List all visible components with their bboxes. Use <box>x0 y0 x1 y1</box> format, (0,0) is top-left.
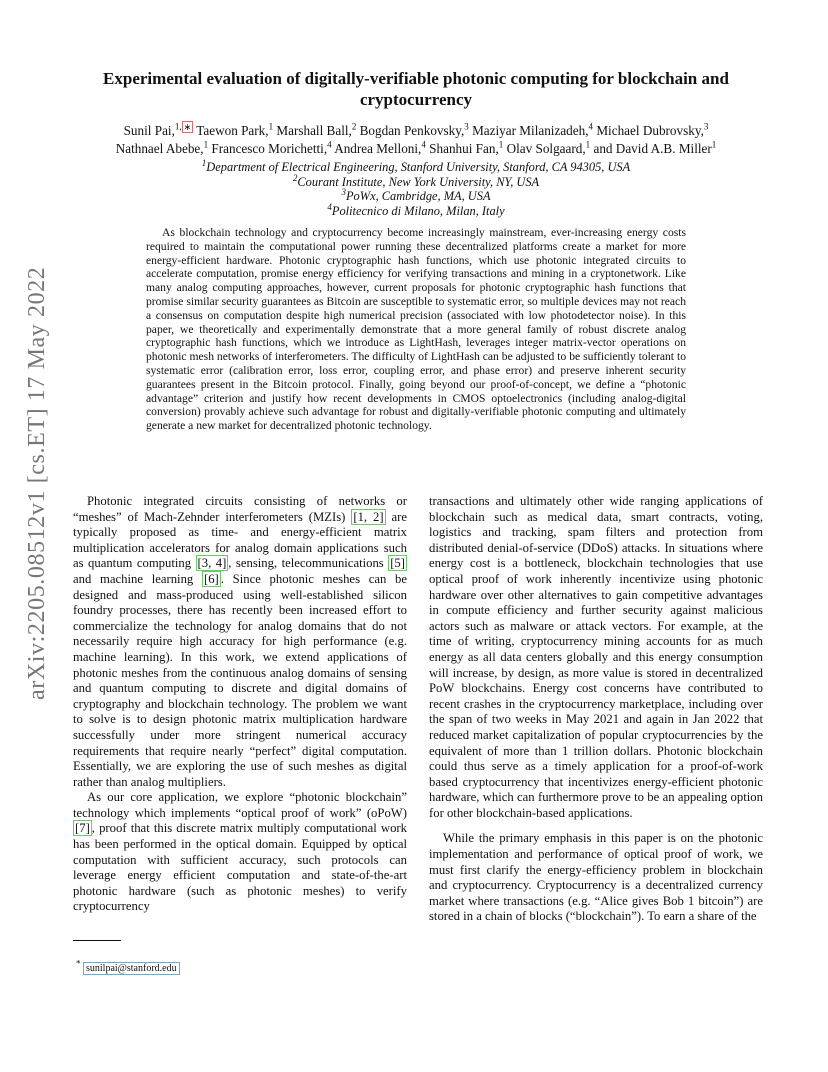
left-column <box>73 494 407 915</box>
author-list <box>60 122 772 158</box>
affiliation-3: $^3$PoWx, Cambridge, MA, USA <box>341 186 491 203</box>
author-line-2: Nathnael Abebe,$^1$ Francesco Morichetti,$^4$ Andrea Melloni,$^4$ Shanhui Fan,$^1$ Olav Solgaard,$^1$ and David A.B. Miller$^1$ <box>115 139 717 156</box>
citation-1-2[interactable]: [1, 2] <box>353 509 384 524</box>
footnote-mark: * <box>76 958 81 969</box>
paper-title: Experimental evaluation of digitally-verifiable photonic computing for blockchain and cryptocurrency <box>103 69 729 109</box>
affiliation-2: $^2$Courant Institute, New York University, NY, USA <box>292 172 540 189</box>
footnote-rule <box>73 940 121 941</box>
right-paragraph-1: transactions and ultimately other wide ranging applications of blockchain such as medical data, smart contracts, voting, logistics and tracking, spam filters and protection from distributed denial-of-service (DDoS) attacks. In situations where energy cost is a bottleneck, blockchain technologies that use optical proof of work inherently incentivize using photonic hardware over other alternatives to gain competitive advantages in compute efficiency and further security against malicious actors such as malware or attack vectors. For example, at the time of writing, cryptocurrency mining accounts for as much energy as all data centers globally and this energy consumption will increase, by design, as more value is stored in decentralized PoW blockchains. Energy cost concerns have contributed to recent crashes in the cryptocurrency marketplace, including over the span of two weeks in May 2021 and again in Jan 2022 that reduced market capitalization of popular cryptocurrencies by the equivalent of more than 1 trillion dollars. Photonic blockchain could thus serve as a timely application for a proof-of-work based cryptocurrency that incentivizes energy-efficient photonic hardware, which can furthermore prove to be an appealing option for other blockchain-based applications. <box>429 494 763 820</box>
corresponding-author-footnote-link[interactable]: ∗ <box>183 121 192 132</box>
affiliations <box>60 157 772 218</box>
citation-6[interactable]: [6] <box>203 571 219 586</box>
right-column <box>429 494 763 925</box>
affiliation-4: $^4$Politecnico di Milano, Milan, Italy <box>327 201 505 218</box>
left-paragraph-1: Photonic integrated circuits consisting of networks or “meshes” of Mach-Zehnder interferometers (MZIs) [1, 2] are typically proposed as time- and energy-efficient matrix multiplication accelerators for analog domain applications such as quantum computing [3, 4] , sensing, telecommunications [5] and machine learning [6] . Since photonic meshes can be designed and mass-produced using well-established silicon foundry processes, there has recently been increased effort to commercialize the technology for analog domains that do not necessarily require high accuracy for high performance (e.g. machine learning). In this work, we extend applications of photonic meshes from the continuous analog domains of sensing and quantum computing to discrete and digital domains of cryptography and blockchain technology. The problem we want to solve is to design photonic matrix multiplication hardware successfully under more stringent numerical accuracy requirements that require nearly “perfect” digital computation. Essentially, we are exploring the use of such meshes as digital rather than analog multipliers. <box>73 494 408 789</box>
email-link[interactable]: sunilpai@stanford.edu <box>83 962 180 975</box>
author-line-1: Sunil Pai,$^{1,}$ ∗ Taewon Park,$^1$ Marshall Ball,$^2$ Bogdan Penkovsky,$^3$ Maziyar Milanizadeh,$^4$ Michael Dubrovsky,$^3$ <box>123 121 709 138</box>
right-paragraph-2: While the primary emphasis in this paper is on the photonic implementation and performance of optical proof of work, we must first clarify the energy-efficiency problem in blockchain and cryptocurrency. Cryptocurrency is a decentralized currency market where transactions (e.g. “Alice gives Bob 1 bitcoin”) are stored in a chain of blocks (“blockchain”). To earn a share of the <box>429 831 763 924</box>
footnote <box>76 958 180 974</box>
citation-3-4[interactable]: [3, 4] <box>197 556 227 571</box>
abstract-text: As blockchain technology and cryptocurrency become increasingly mainstream, ever-increasing energy costs required to maintain the computational power running these decentralized platforms create a market for more energy-efficient hardware. Photonic cryptographic hash functions, which use photonic integrated circuits to accelerate computation, promise energy efficiency for verifying transactions and mining in a cryptonetwork. Like many analog computing approaches, however, current proposals for photonic cryptographic hash functions that promise similar security guarantees as Bitcoin are susceptible to systematic error, so multiple devices may not reach a consensus on computation despite high numerical precision (associated with low photodetector noise). In this paper, we theoretically and experimentally demonstrate that a more general family of robust discrete analog cryptographic hash functions, which we introduce as LightHash, leverages integer matrix-vector operations on photonic mesh networks of interferometers. The difficulty of LightHash can be adjusted to be sufficiently tolerant to systematic error (calibration error, loss error, coupling error, and phase error) and preserve inherent security guarantees present in the Bitcoin protocol. Finally, going beyond our proof-of-concept, we define a “photonic advantage” criterion and justify how recent developments in CMOS optoelectronics (including analog-digital conversion) provably achieve such advantage for robust and digitally-verifiable photonic computing and ultimately generate a new market for decentralized photonic technology. <box>146 226 686 433</box>
left-paragraph-2: As our core application, we explore “photonic blockchain” technology which implements “optical proof of work” (oPoW) [7] , proof that this discrete matrix multiply computational work has been performed in the optical domain. Equipped by optical computation with sufficient accuracy, such protocols can leverage energy efficient computation and state-of-the-art photonic hardware (such as photonic meshes) to verify cryptocurrency <box>73 790 407 914</box>
citation-5[interactable]: [5] <box>390 556 405 571</box>
citation-7[interactable]: [7] <box>75 821 90 836</box>
affiliation-1: $^1$Department of Electrical Engineering, Stanford University, Stanford, CA 94305, USA <box>201 157 631 174</box>
arxiv-identifier-stamp: arXiv:2205.08512v1 [cs.ET] 17 May 2022 <box>24 266 50 700</box>
abstract <box>146 226 686 433</box>
